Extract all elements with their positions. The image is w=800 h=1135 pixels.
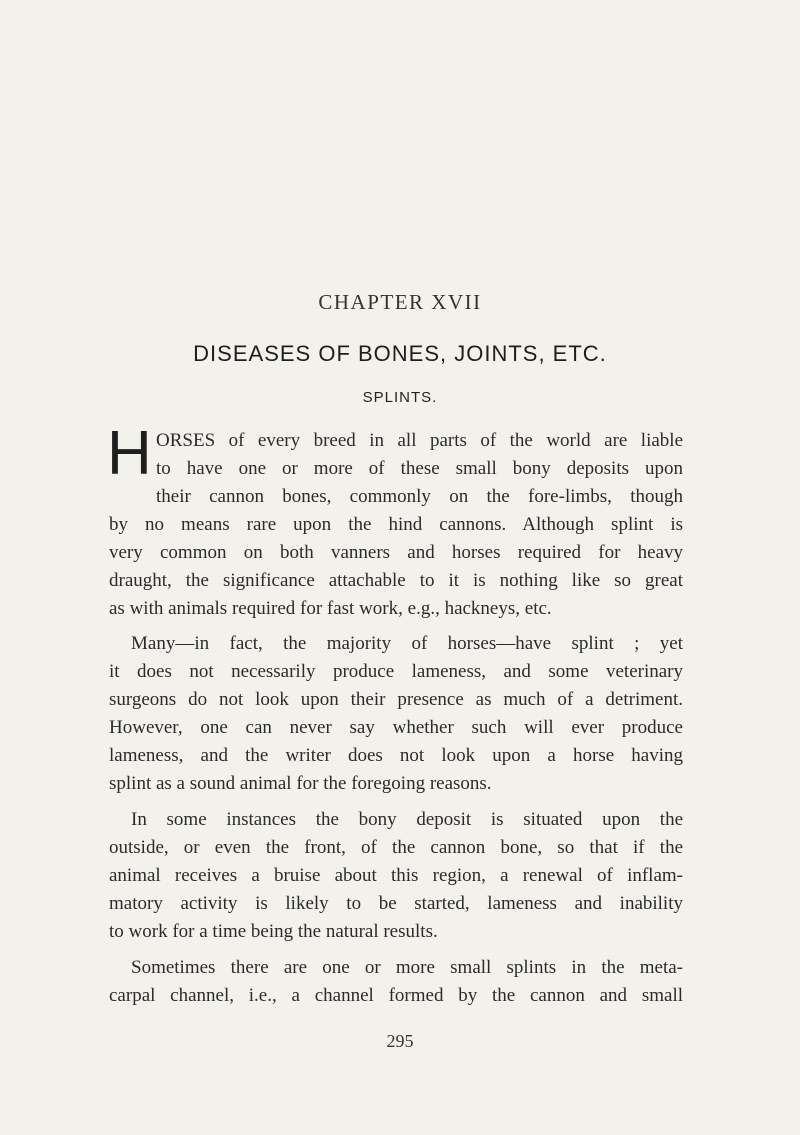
- text-line: their cannon bones, commonly on the fore-limbs, though: [156, 486, 683, 507]
- text-line: Sometimes there are one or more small splints in the meta-: [131, 957, 683, 978]
- text-line: surgeons do not look upon their presence as much of a detriment.: [109, 689, 683, 710]
- text-line: draught, the significance attachable to it is nothing like so great: [109, 570, 683, 591]
- text-line: matory activity is likely to be started, lameness and inability: [109, 893, 683, 914]
- text-line: to have one or more of these small bony deposits upon: [156, 458, 683, 479]
- text-line: ORSES of every breed in all parts of the world are liable: [156, 430, 683, 451]
- text-line: In some instances the bony deposit is situated upon the: [131, 809, 683, 830]
- text-line: carpal channel, i.e., a channel formed by the cannon and small: [109, 985, 683, 1006]
- section-heading: SPLINTS.: [362, 389, 438, 406]
- text-line: animal receives a bruise about this region, a renewal of inflam-: [109, 865, 683, 886]
- chapter-title: DISEASES OF BONES, JOINTS, ETC.: [193, 341, 607, 366]
- text-line: as with animals required for fast work, e.g., hackneys, etc.: [109, 598, 552, 619]
- text-line: very common on both vanners and horses required for heavy: [109, 542, 683, 563]
- text-line: outside, or even the front, of the cannon bone, so that if the: [109, 837, 683, 858]
- chapter-heading: CHAPTER XVII: [318, 290, 482, 314]
- text-line: it does not necessarily produce lameness, and some veterinary: [109, 661, 683, 682]
- text-line: splint as a sound animal for the foregoing reasons.: [109, 773, 492, 794]
- drop-cap: H: [107, 419, 152, 488]
- text-line: lameness, and the writer does not look upon a horse having: [109, 745, 683, 766]
- text-line: by no means rare upon the hind cannons. Although splint is: [109, 514, 683, 535]
- text-line: However, one can never say whether such will ever produce: [109, 717, 683, 738]
- text-line: to work for a time being the natural results.: [109, 921, 438, 942]
- text-line: Many—in fact, the majority of horses—have splint ; yet: [131, 633, 683, 654]
- page-number: 295: [386, 1031, 414, 1051]
